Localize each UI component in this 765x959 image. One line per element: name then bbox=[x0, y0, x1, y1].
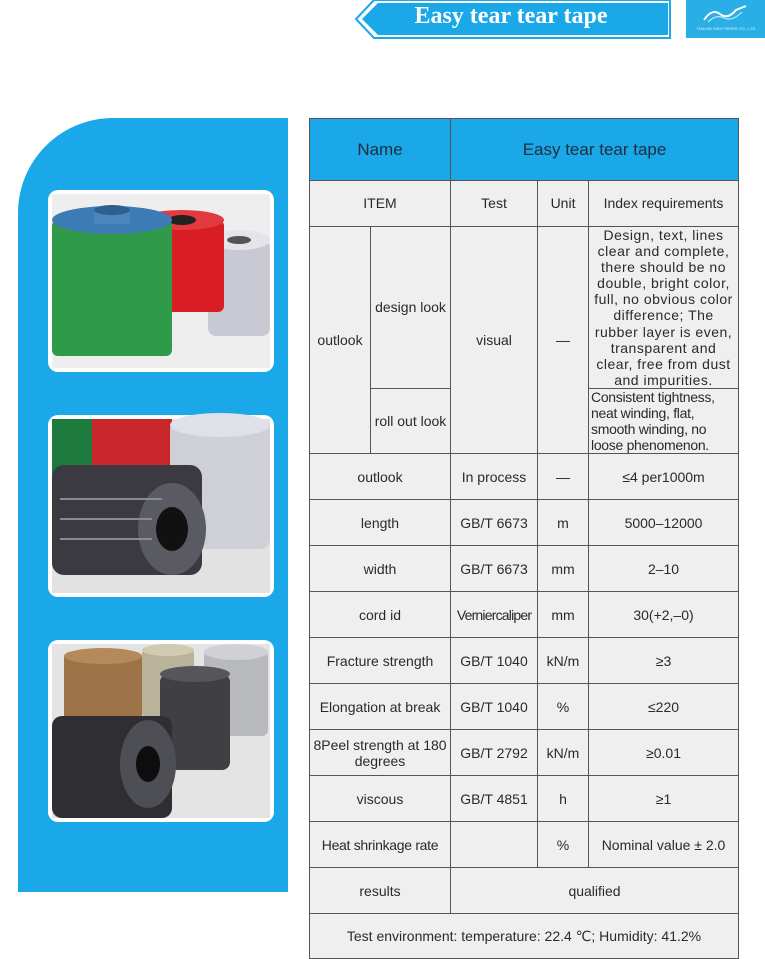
holographic-spools-image bbox=[52, 419, 270, 593]
name-value: Easy tear tear tape bbox=[451, 119, 739, 181]
row-unit: h bbox=[538, 776, 589, 822]
row-req: ≥3 bbox=[589, 638, 739, 684]
product-photo-1 bbox=[48, 190, 274, 372]
table-row bbox=[310, 684, 739, 730]
logo-text: TIANJIN XINYI PAPER CO., LTD bbox=[696, 26, 756, 31]
row-unit: mm bbox=[538, 546, 589, 592]
row-unit: — bbox=[538, 454, 589, 500]
row-item: cord id bbox=[310, 592, 451, 638]
rollout-look-req: Consistent tightness, neat winding, flat, smooth winding, no loose phenomenon. bbox=[589, 388, 739, 453]
row-req: ≥0.01 bbox=[589, 730, 739, 776]
row-test bbox=[451, 822, 538, 868]
row-test: GB/T 4851 bbox=[451, 776, 538, 822]
row-item: 8Peel strength at 180 degrees bbox=[310, 730, 451, 776]
row-test: GB/T 2792 bbox=[451, 730, 538, 776]
table-row-design bbox=[310, 227, 739, 389]
table-row bbox=[310, 776, 739, 822]
row-test: GB/T 1040 bbox=[451, 684, 538, 730]
design-look-label: design look bbox=[371, 227, 451, 389]
row-test: In process bbox=[451, 454, 538, 500]
results-value: qualified bbox=[451, 868, 739, 914]
header-banner bbox=[352, 0, 680, 38]
table-row bbox=[310, 592, 739, 638]
row-req: ≥1 bbox=[589, 776, 739, 822]
table-row bbox=[310, 822, 739, 868]
results-label: results bbox=[310, 868, 451, 914]
row-req: 30(+2,–0) bbox=[589, 592, 739, 638]
row-unit: kN/m bbox=[538, 638, 589, 684]
row-item: Elongation at break bbox=[310, 684, 451, 730]
row-item: width bbox=[310, 546, 451, 592]
column-header-row bbox=[310, 181, 739, 227]
row-test: GB/T 1040 bbox=[451, 638, 538, 684]
row-test: Verniercaliper bbox=[451, 592, 538, 638]
row-item: Fracture strength bbox=[310, 638, 451, 684]
page-title: Easy tear tear tape bbox=[414, 3, 608, 29]
table-row bbox=[310, 730, 739, 776]
outlook-group-unit: — bbox=[538, 227, 589, 454]
row-req: ≤220 bbox=[589, 684, 739, 730]
outlook-group-label: outlook bbox=[310, 227, 371, 454]
row-unit: % bbox=[538, 684, 589, 730]
row-test: GB/T 6673 bbox=[451, 546, 538, 592]
outlook-group-test: visual bbox=[451, 227, 538, 454]
col-index: Index requirements bbox=[589, 181, 739, 227]
row-req: 5000–12000 bbox=[589, 500, 739, 546]
row-req: Nominal value ± 2.0 bbox=[589, 822, 739, 868]
design-look-req: Design, text, lines clear and complete, there should be no double, bright color, full, no obvious color difference; The rubber layer is even, transparent and clear, free from dust and impurities. bbox=[589, 227, 739, 389]
table-row bbox=[310, 638, 739, 684]
row-item: outlook bbox=[310, 454, 451, 500]
row-unit: m bbox=[538, 500, 589, 546]
col-test: Test bbox=[451, 181, 538, 227]
row-item: Heat shrinkage rate bbox=[310, 822, 451, 868]
table-header-row bbox=[310, 119, 739, 181]
name-label: Name bbox=[310, 119, 451, 181]
row-unit: % bbox=[538, 822, 589, 868]
company-logo bbox=[686, 0, 765, 38]
table-row bbox=[310, 454, 739, 500]
col-item: ITEM bbox=[310, 181, 451, 227]
row-test: GB/T 6673 bbox=[451, 500, 538, 546]
carbon-gold-rolls-image bbox=[52, 644, 270, 818]
rollout-look-label: roll out look bbox=[371, 388, 451, 453]
row-req: 2–10 bbox=[589, 546, 739, 592]
row-req: ≤4 per1000m bbox=[589, 454, 739, 500]
table-row bbox=[310, 546, 739, 592]
row-unit: kN/m bbox=[538, 730, 589, 776]
test-environment: Test environment: temperature: 22.4 ℃; Humidity: 41.2% bbox=[310, 914, 739, 959]
results-row bbox=[310, 868, 739, 914]
product-photo-3 bbox=[48, 640, 274, 822]
wave-logo-icon bbox=[702, 4, 748, 24]
product-photo-2 bbox=[48, 415, 274, 597]
tape-rolls-image bbox=[52, 194, 270, 368]
environment-row bbox=[310, 914, 739, 959]
table-row bbox=[310, 500, 739, 546]
row-item: length bbox=[310, 500, 451, 546]
spec-table bbox=[309, 118, 739, 959]
col-unit: Unit bbox=[538, 181, 589, 227]
row-unit: mm bbox=[538, 592, 589, 638]
row-item: viscous bbox=[310, 776, 451, 822]
